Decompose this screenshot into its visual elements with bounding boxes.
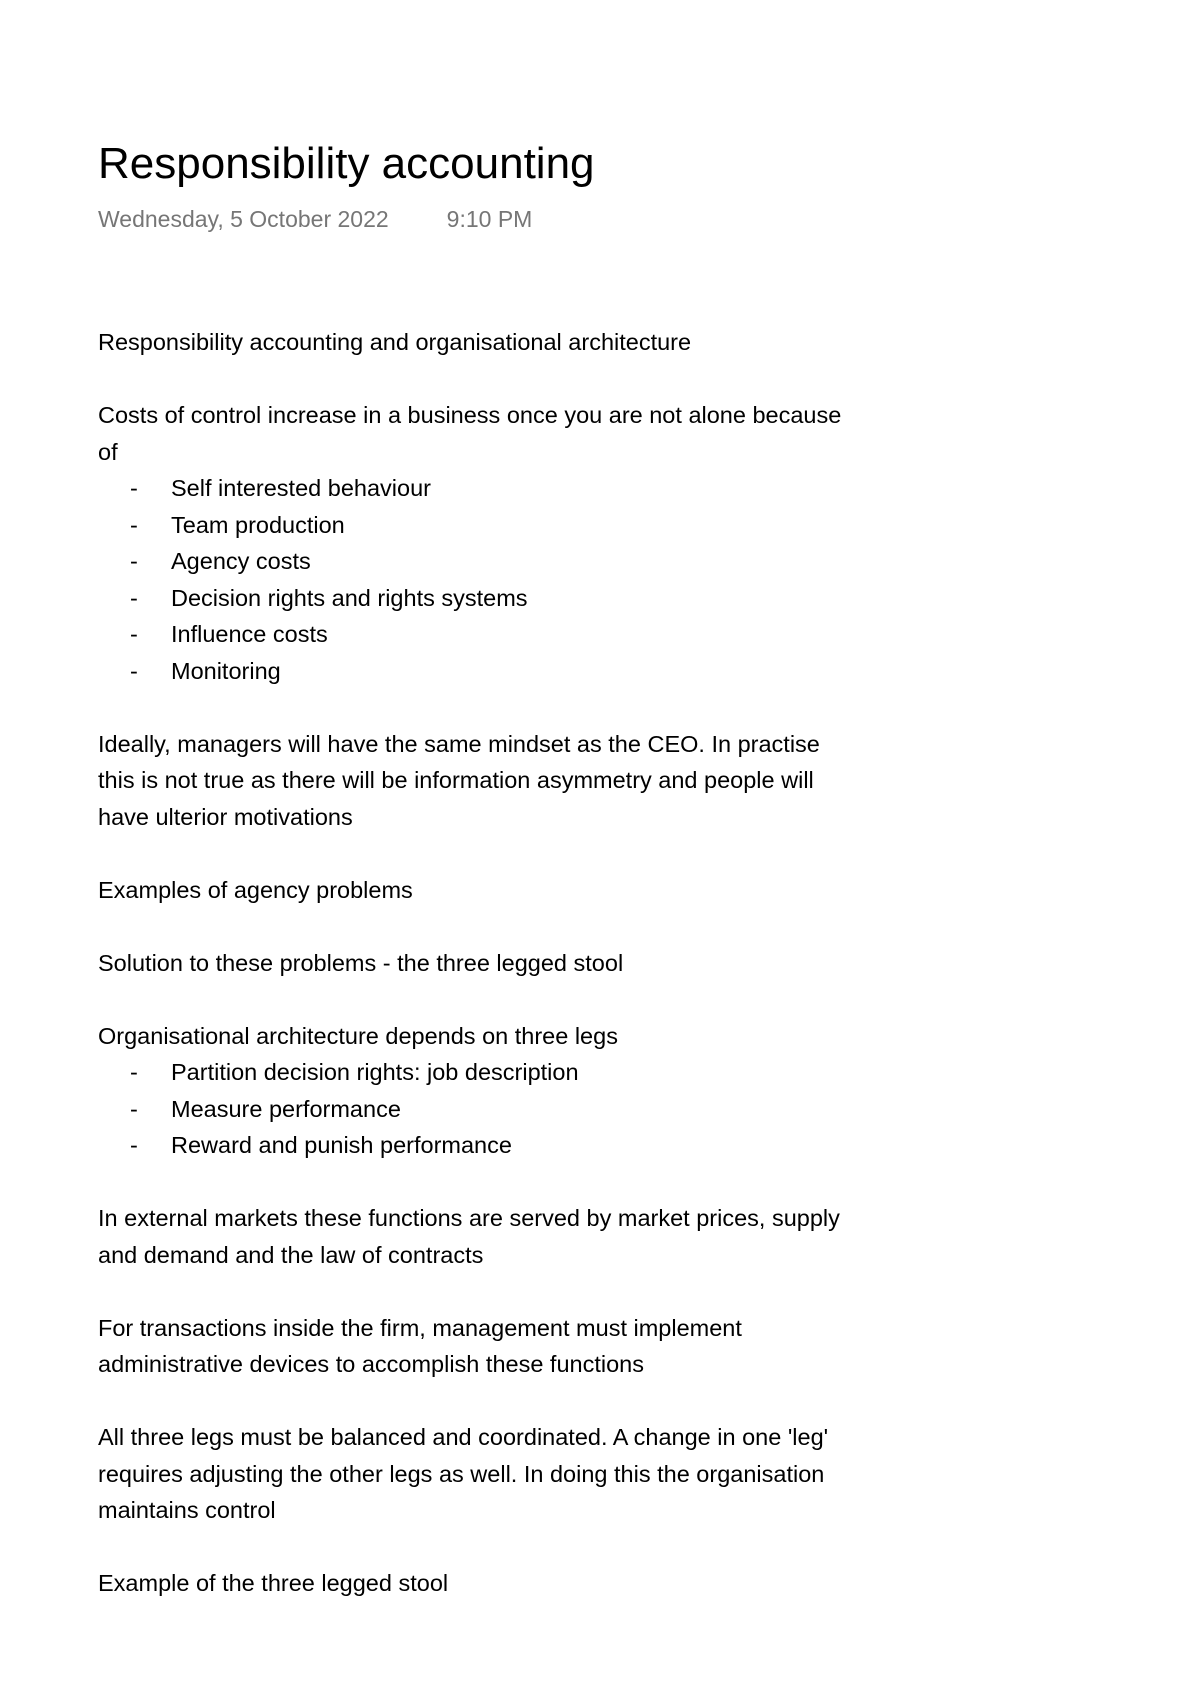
note-time: 9:10 PM — [446, 206, 533, 232]
legs-list — [98, 1054, 978, 1164]
dash-bullet: - — [130, 1059, 138, 1085]
list-item — [98, 507, 978, 544]
paragraph-balance-line-2: requires adjusting the other legs as well. In doing this the organisation — [98, 1460, 825, 1487]
paragraph-agency-examples: Examples of agency problems — [98, 876, 413, 903]
dash-bullet: - — [130, 584, 138, 611]
list-item-text: Agency costs — [171, 548, 311, 574]
dash-bullet: - — [130, 1095, 138, 1122]
paragraph-external-markets-line-1: In external markets these functions are served by market prices, supply — [98, 1205, 840, 1231]
dash-bullet: - — [130, 548, 138, 574]
list-item — [98, 1127, 978, 1164]
dash-bullet: - — [130, 621, 138, 647]
paragraph-mindset-line-2: this is not true as there will be information asymmetry and people will — [98, 767, 814, 793]
list-item-text: Decision rights and rights systems — [171, 584, 528, 611]
paragraph-solution: Solution to these problems - the three legged stool — [98, 949, 624, 976]
costs-list — [98, 470, 978, 689]
list-item — [98, 543, 978, 580]
paragraph-architecture: Organisational architecture depends on three legs — [98, 1022, 618, 1049]
list-item — [98, 1054, 978, 1091]
list-item — [98, 653, 978, 690]
paragraph-external-markets-line-2: and demand and the law of contracts — [98, 1241, 484, 1268]
list-item — [98, 580, 978, 617]
note-body — [98, 324, 978, 1602]
dash-bullet: - — [130, 657, 138, 684]
paragraph-transactions-line-1: For transactions inside the firm, management must implement — [98, 1314, 742, 1341]
list-item-text: Team production — [171, 511, 345, 538]
dash-bullet: - — [130, 511, 138, 538]
paragraph-balance-line-3: maintains control — [98, 1497, 276, 1523]
dash-bullet: - — [130, 475, 138, 501]
list-item-text: Monitoring — [171, 657, 281, 684]
list-item — [98, 470, 978, 507]
list-item-text: Reward and punish performance — [171, 1132, 512, 1158]
list-item-text: Partition decision rights: job description — [171, 1059, 579, 1085]
paragraph-costs-line-2: of — [98, 438, 118, 465]
paragraph-mindset-line-3: have ulterior motivations — [98, 803, 353, 830]
list-item — [98, 1091, 978, 1128]
list-item — [98, 616, 978, 653]
page-title: Responsibility accounting — [98, 139, 595, 188]
paragraph-costs-line-1: Costs of control increase in a business once you are not alone because — [98, 402, 842, 428]
list-item-text: Self interested behaviour — [171, 475, 431, 501]
paragraph-heading: Responsibility accounting and organisational architecture — [98, 329, 692, 355]
dash-bullet: - — [130, 1132, 138, 1158]
note-timestamp — [98, 204, 532, 234]
list-item-text: Measure performance — [171, 1095, 401, 1122]
paragraph-stool-example: Example of the three legged stool — [98, 1570, 449, 1596]
list-item-text: Influence costs — [171, 621, 328, 647]
note-date: Wednesday, 5 October 2022 — [98, 206, 389, 232]
paragraph-transactions-line-2: administrative devices to accomplish these functions — [98, 1351, 644, 1377]
paragraph-balance-line-1: All three legs must be balanced and coordinated. A change in one 'leg' — [98, 1424, 829, 1450]
paragraph-mindset-line-1: Ideally, managers will have the same mindset as the CEO. In practise — [98, 730, 820, 757]
